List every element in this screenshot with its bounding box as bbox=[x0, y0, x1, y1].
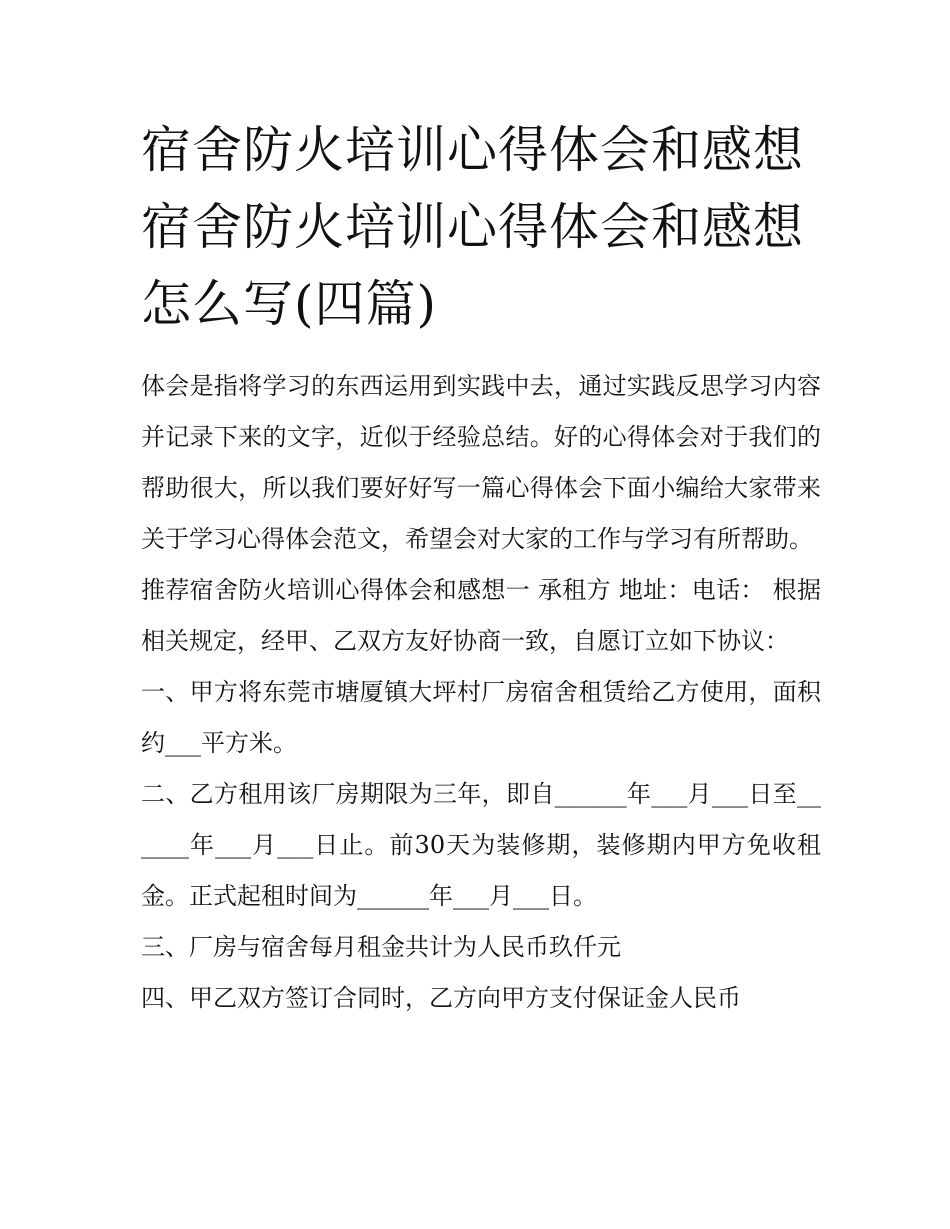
clause-2-paragraph: 二、乙方租用该厂房期限为三年，即自______年___月___日至______年___月___日止。前30天为装修期，装修期内甲方免收租金。正式起租时间为______年___月___日。 bbox=[141, 780, 821, 910]
clause-4-paragraph: 四、甲乙双方签订合同时，乙方向甲方支付保证金人民币 bbox=[141, 984, 741, 1012]
clause-3-paragraph: 三、厂房与宿舍每月租金共计为人民币玖仟元 bbox=[141, 933, 621, 961]
recommendation-paragraph: 推荐宿舍防火培训心得体会和感想一 承租方 地址：电话： 根据相关规定，经甲、乙双方友好协商一致，自愿订立如下协议： bbox=[141, 576, 821, 655]
document-page bbox=[141, 112, 821, 1024]
intro-paragraph: 体会是指将学习的东西运用到实践中去，通过实践反思学习内容并记录下来的文字，近似于经验总结。好的心得体会对于我们的帮助很大，所以我们要好好写一篇心得体会下面小编给大家带来关于学习心得体会范文，希望会对大家的工作与学习有所帮助。 bbox=[141, 372, 821, 553]
document-body bbox=[141, 361, 821, 1024]
clause-1-paragraph: 一、甲方将东莞市塘厦镇大坪村厂房宿舍租赁给乙方使用，面积约___平方米。 bbox=[141, 678, 821, 757]
document-title: 宿舍防火培训心得体会和感想宿舍防火培训心得体会和感想怎么写(四篇) bbox=[141, 121, 804, 333]
